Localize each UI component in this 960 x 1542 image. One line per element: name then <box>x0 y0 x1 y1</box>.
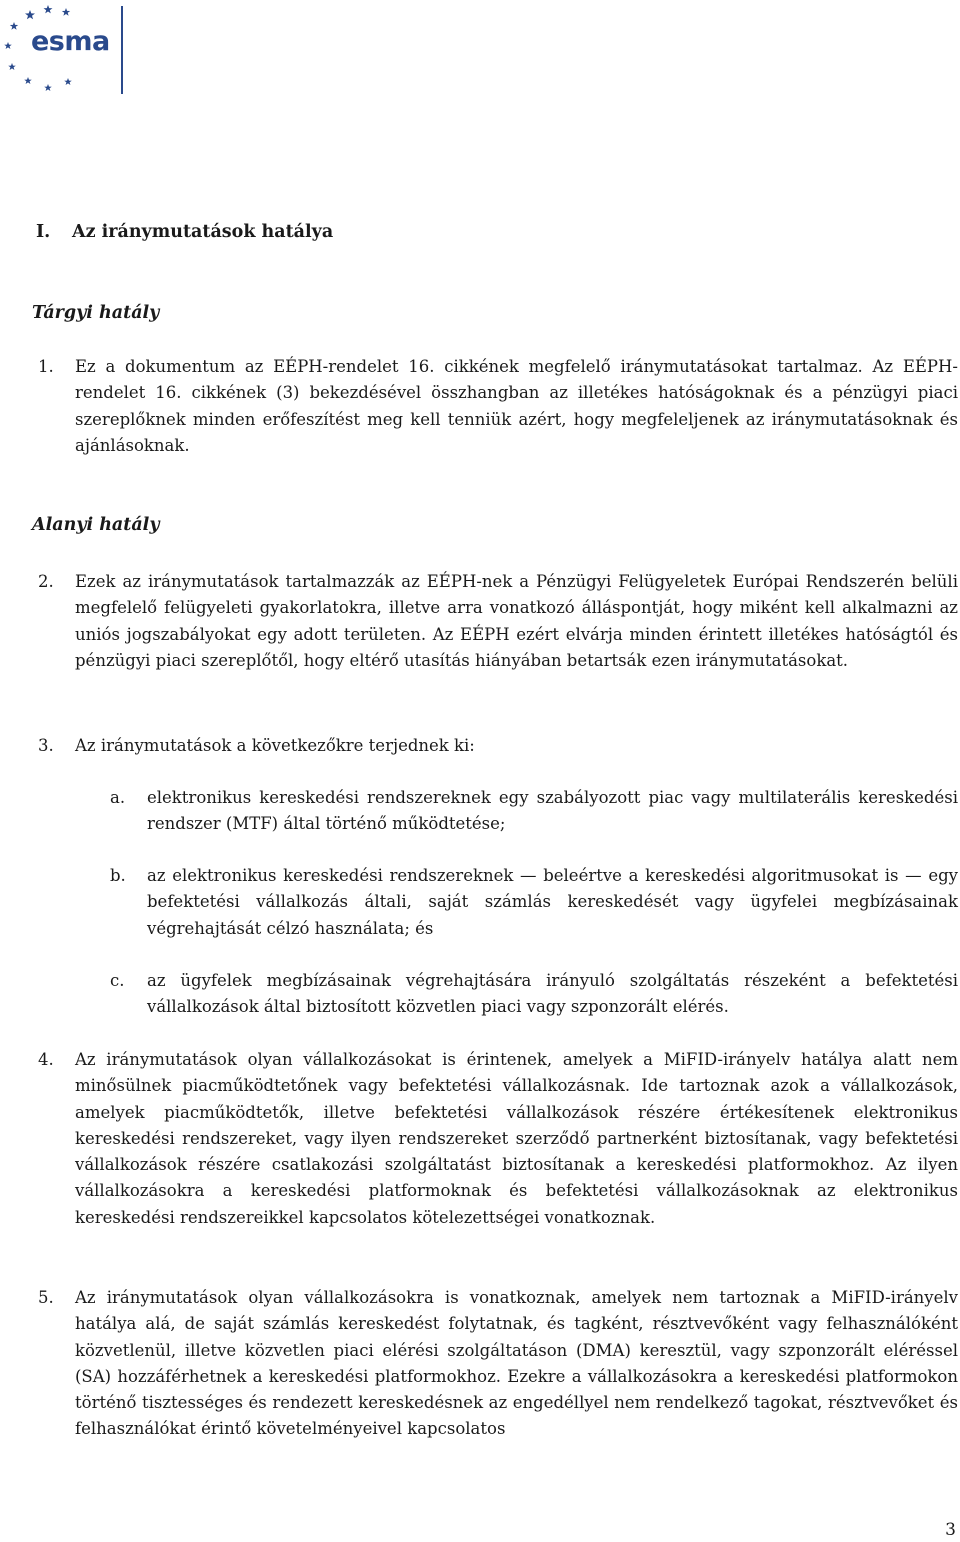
paragraph-number: 5. <box>38 1288 54 1307</box>
personal-scope-heading: Alanyi hatály <box>32 515 160 535</box>
page-number: 3 <box>945 1520 956 1540</box>
list-item-letter: a. <box>110 788 126 807</box>
paragraph-2 <box>38 569 958 674</box>
paragraph-1 <box>38 354 958 459</box>
paragraph-5 <box>38 1285 958 1443</box>
paragraph-text: Az iránymutatások olyan vállalkozásokra is vonatkoznak, amelyek nem tartoznak a MiFID-irányelv hatálya alá, de saját számlás kereskedést folytatnak, és tagként, résztvevőként vagy felhasználóként közvetlenül, illetve közvetlen piaci elérési szolgáltatáson (DMA) keresztül, vagy szponzorált eléréssel (SA) hozzáférhetnek a kereskedési platformokhoz. Ezekre a vállalkozásokra a kereskedési platformokon történő tisztességes és rendezett kereskedésnek az engedéllyel nem rendelkező tagokat, résztvevőket és felhasználókat érintő követelményeivel kapcsolatos <box>75 1288 958 1439</box>
paragraph-text: Ez a dokumentum az EÉPH-rendelet 16. cikkének megfelelő iránymutatásokat tartalmaz. Az EÉPH-rendelet 16. cikkének (3) bekezdésével összhangban az illetékes hatóságoknak és a pénzügyi piaci szereplőknek minden erőfeszítést meg kell tenniük azért, hogy megfeleljenek az iránymutatásoknak és ajánlásoknak. <box>75 357 958 455</box>
paragraph-4 <box>38 1047 958 1231</box>
list-item-c <box>110 968 958 1021</box>
logo-divider <box>121 6 123 94</box>
subject-scope-heading: Tárgyi hatály <box>32 303 160 323</box>
paragraph-number: 1. <box>38 357 54 376</box>
list-item-a <box>110 785 958 838</box>
list-item-letter: b. <box>110 866 126 885</box>
paragraph-number: 2. <box>38 572 54 591</box>
list-item-letter: c. <box>110 971 125 990</box>
list-item-text: az ügyfelek megbízásainak végrehajtására irányuló szolgáltatás részeként a befektetési vállalkozások által biztosított közvetlen piaci vagy szponzorált elérés. <box>147 971 958 1017</box>
section-title: Az iránymutatások hatálya <box>72 222 334 242</box>
paragraph-number: 3. <box>38 736 54 755</box>
list-item-text: az elektronikus kereskedési rendszereknek — beleértve a kereskedési algoritmusokat is — egy befektetési vállalkozás általi, saját számlás kereskedését vagy ügyfelei megbízásainak végrehajtását célzó használata; és <box>147 866 958 938</box>
paragraph-text: Az iránymutatások olyan vállalkozásokat is érintenek, amelyek a MiFID-irányelv hatálya alatt nem minősülnek piacműködtetőnek vagy befektetési vállalkozásnak. Ide tartoznak azok a vállalkozások, amelyek piacműködtetők, illetve befektetési vállalkozások részére értékesítenek elektronikus kereskedési rendszereket, vagy ilyen rendszereket szerződő partnerként biztosítanak, vagy befektetési vállalkozások részére csatlakozási szolgáltatást biztosítanak a kereskedési platformokhoz. Az ilyen vállalkozásokra a kereskedési platformoknak és befektetési vállalkozásoknak az elektronikus kereskedési rendszereikkel kapcsolatos kötelezettségei vonatkoznak. <box>75 1050 958 1227</box>
list-item-b <box>110 863 958 942</box>
paragraph-3 <box>38 733 958 759</box>
section-heading <box>36 224 333 242</box>
paragraph-number: 4. <box>38 1050 54 1069</box>
paragraph-text: Ezek az iránymutatások tartalmazzák az EÉPH-nek a Pénzügyi Felügyeletek Európai Rendszerén belüli megfelelő felügyeleti gyakorlatokra, illetve arra vonatkozó álláspontját, hogy miként kell alkalmazni az uniós jogszabályokat egy adott területen. Az EÉPH ezért elvárja minden érintett illetékes hatóságtól és pénzügyi piaci szereplőtől, hogy eltérő utasítás hiányában betartsák ezen iránymutatásokat. <box>75 572 958 670</box>
logo-wordmark: esma <box>31 26 110 57</box>
section-number: I. <box>36 222 51 242</box>
list-item-text: elektronikus kereskedési rendszereknek egy szabályozott piac vagy multilaterális kereskedési rendszer (MTF) által történő működtetése; <box>147 788 958 834</box>
paragraph-text: Az iránymutatások a következőkre terjednek ki: <box>75 736 475 755</box>
